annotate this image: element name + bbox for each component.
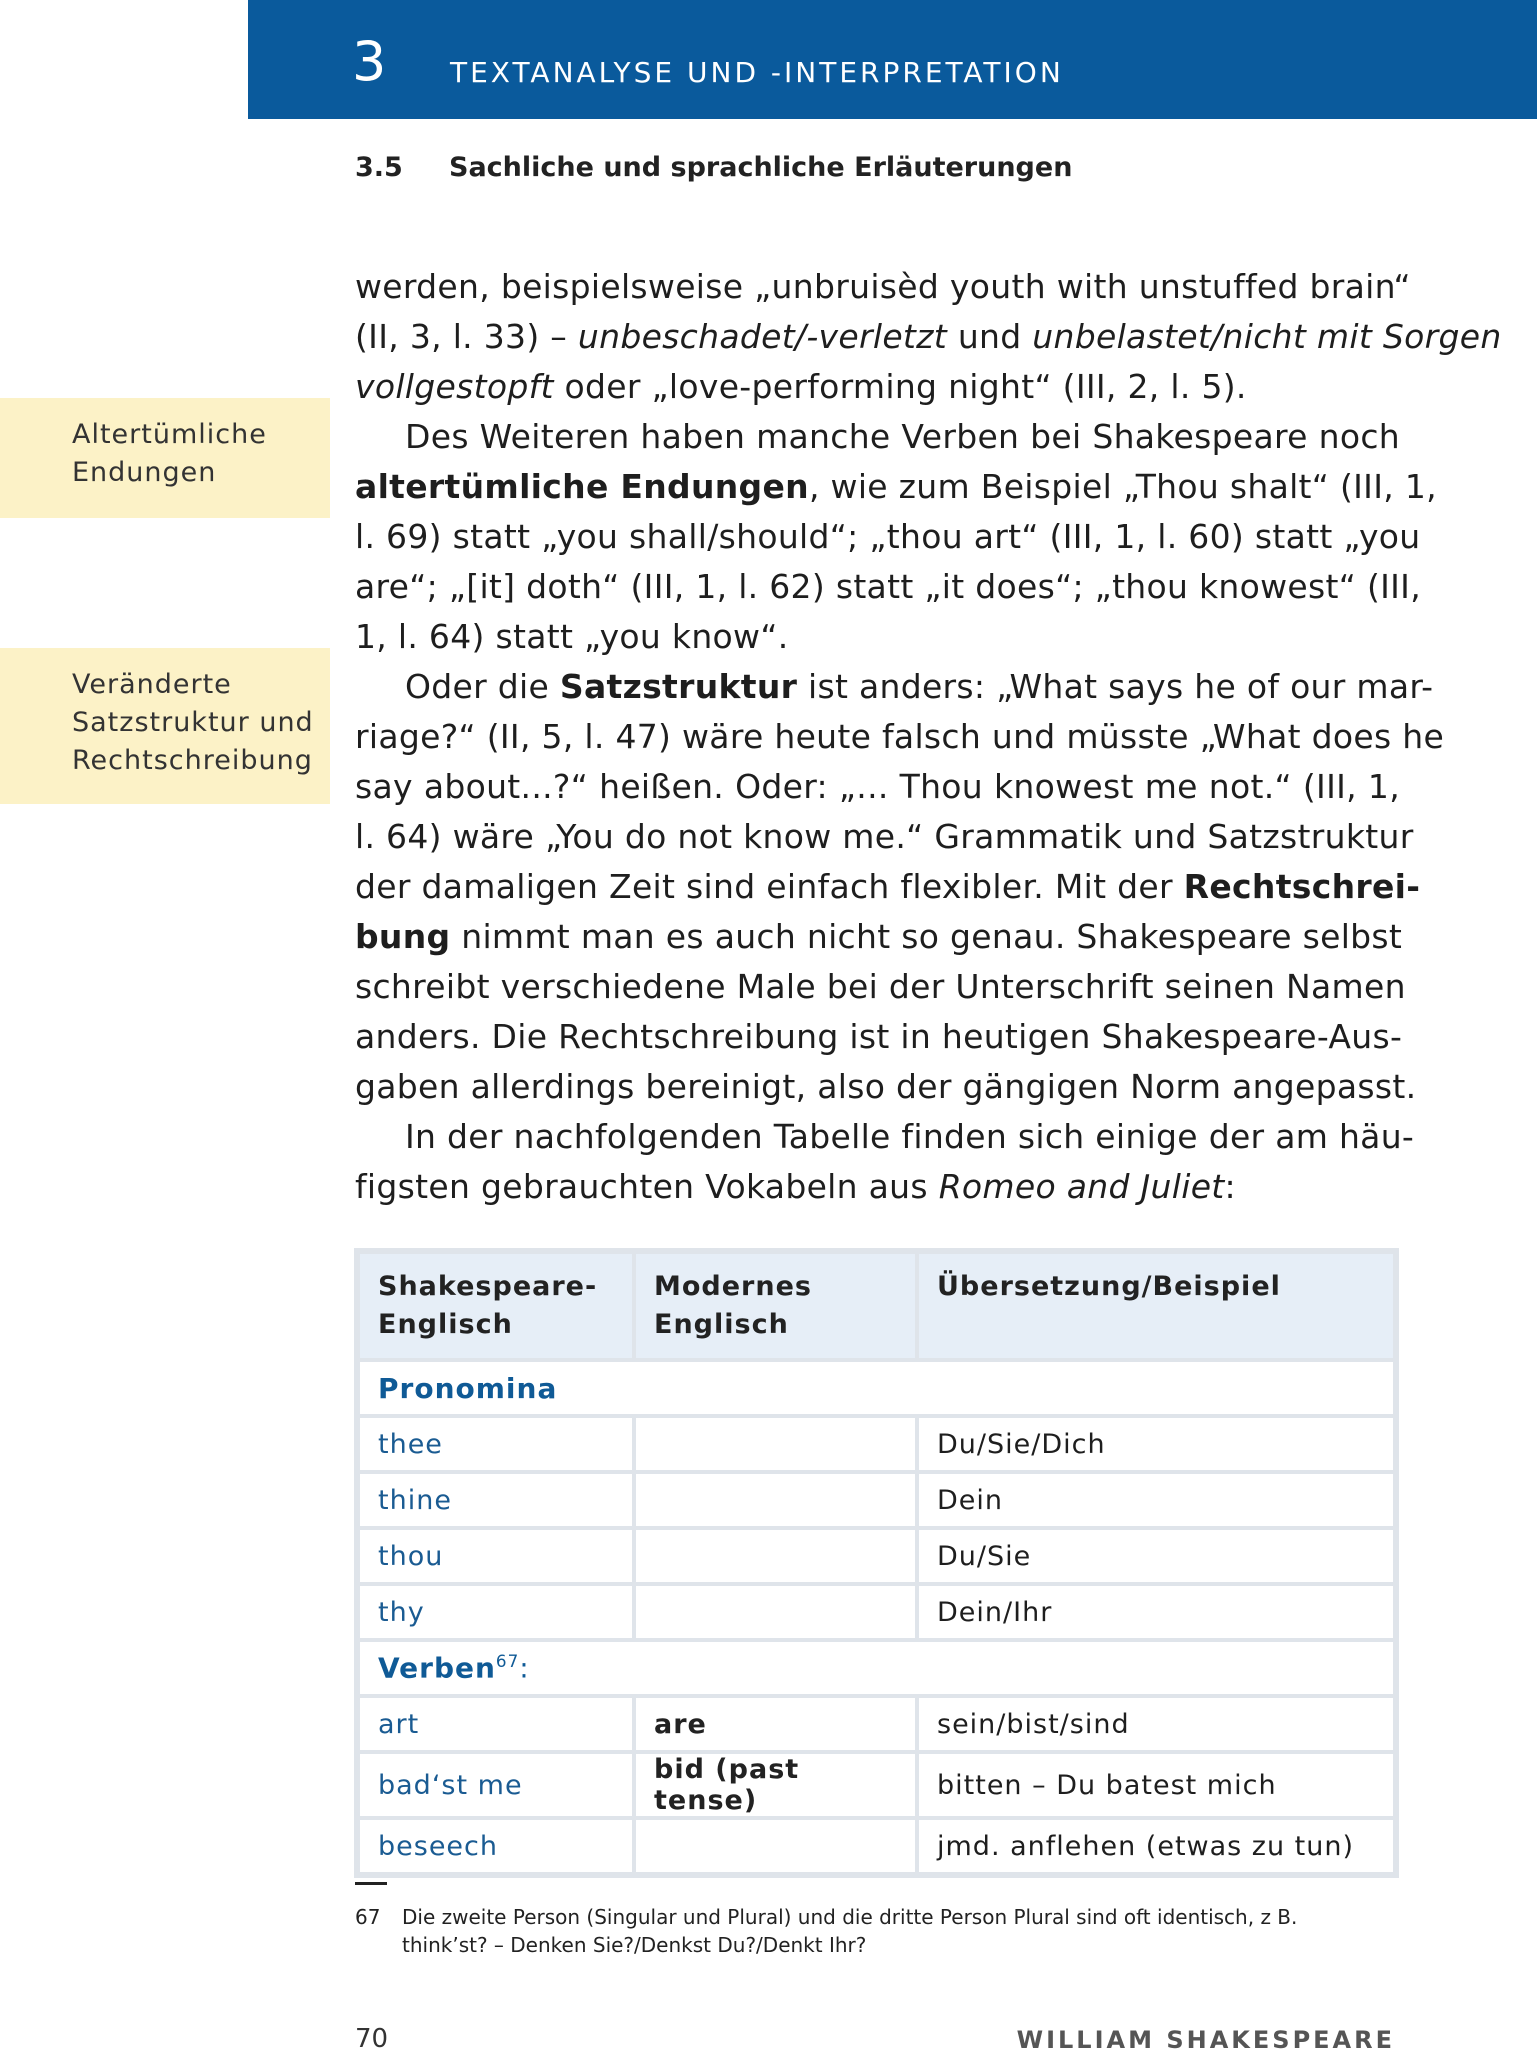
body-line: werden, beispielsweise „unbruisèd youth with unstuffed brain“: [355, 267, 1411, 306]
margin-note-line: Rechtschreibung: [72, 745, 313, 776]
modern-cell: bid (past tense): [634, 1752, 917, 1818]
translation-cell: Dein/Ihr: [917, 1584, 1395, 1640]
chapter-number: 3: [352, 30, 387, 93]
table-row: [358, 1696, 1395, 1752]
body-line: gaben allerdings bereinigt, also der gängigen Norm angepasst.: [355, 1067, 1417, 1106]
term-cell: thee: [358, 1416, 634, 1472]
footnote-line: Die zweite Person (Singular und Plural) und die dritte Person Plural sind oft identisch, z B.: [402, 1905, 1298, 1929]
body-line: anders. Die Rechtschreibung ist in heutigen Shakespeare-Aus-: [355, 1017, 1403, 1056]
modern-cell: [634, 1416, 917, 1472]
body-line: (II, 3, l. 33) – unbeschadet/-verletzt und unbelastet/nicht mit Sorgen: [355, 317, 1502, 356]
translation-cell: jmd. anflehen (etwas zu tun): [917, 1818, 1395, 1874]
margin-note-line: Veränderte: [72, 669, 232, 700]
margin-note-line: Satzstruktur und: [72, 707, 314, 738]
body-line: der damaligen Zeit sind einfach flexibler. Mit der Rechtschrei-: [355, 867, 1421, 906]
table-row: [358, 1416, 1395, 1472]
margin-note-satzstruktur: [0, 648, 330, 804]
chapter-header: [248, 0, 1537, 119]
group-label-pronomina: Pronomina: [358, 1360, 1395, 1416]
margin-note-endungen: [0, 398, 330, 518]
page-number: 70: [355, 2024, 389, 2054]
body-line: bung nimmt man es auch nicht so genau. Shakespeare selbst: [355, 917, 1403, 956]
footnote-line: think’st? – Denken Sie?/Denkst Du?/Denkt Ihr?: [402, 1933, 867, 1957]
body-line: figsten gebrauchten Vokabeln aus Romeo and Juliet:: [355, 1167, 1236, 1206]
section-title: Sachliche und sprachliche Erläuterungen: [449, 152, 1073, 183]
header-modern-english: Modernes Englisch: [634, 1252, 917, 1360]
margin-note-line: Endungen: [72, 457, 217, 488]
translation-cell: Du/Sie: [917, 1528, 1395, 1584]
modern-cell: [634, 1472, 917, 1528]
modern-cell: [634, 1584, 917, 1640]
body-line: vollgestopft oder „love-performing night“ (III, 2, l. 5).: [355, 367, 1247, 406]
table-header-row: [358, 1252, 1395, 1360]
body-line: 1, l. 64) statt „you know“.: [355, 617, 789, 656]
section-heading: [355, 152, 1072, 183]
header-translation: Übersetzung/Beispiel: [917, 1252, 1395, 1360]
translation-cell: Dein: [917, 1472, 1395, 1528]
translation-cell: Du/Sie/Dich: [917, 1416, 1395, 1472]
body-text: [355, 262, 1502, 1212]
footnote-divider: [355, 1882, 387, 1885]
body-line: riage?“ (II, 5, l. 47) wäre heute falsch und müsste „What does he: [355, 717, 1445, 756]
chapter-title: TEXTANALYSE UND -INTERPRETATION: [450, 56, 1064, 89]
body-line: Des Weiteren haben manche Verben bei Shakespeare noch: [405, 417, 1400, 456]
term-cell: art: [358, 1696, 634, 1752]
body-line: altertümliche Endungen, wie zum Beispiel „Thou shalt“ (III, 1,: [355, 467, 1437, 506]
body-line: are“; „[it] doth“ (III, 1, l. 62) statt „it does“; „thou knowest“ (III,: [355, 567, 1422, 606]
section-number: 3.5: [355, 152, 403, 183]
vocabulary-table: [354, 1248, 1399, 1878]
term-cell: bad‘st me: [358, 1752, 634, 1818]
margin-note-line: Altertümliche: [72, 419, 267, 450]
term-cell: beseech: [358, 1818, 634, 1874]
header-shakespeare-english: Shakespeare- Englisch: [358, 1252, 634, 1360]
table-row: [358, 1472, 1395, 1528]
body-line: Oder die Satzstruktur ist anders: „What says he of our mar-: [405, 667, 1434, 706]
group-label-verben: Verben$^{67}$:: [358, 1640, 1395, 1696]
table-group-row: [358, 1360, 1395, 1416]
footnote-ref[interactable]: 67: [495, 1651, 520, 1672]
translation-cell: sein/bist/sind: [917, 1696, 1395, 1752]
body-line: l. 64) wäre „You do not know me.“ Grammatik und Satzstruktur: [355, 817, 1414, 856]
table-row: [358, 1818, 1395, 1874]
translation-cell: bitten – Du batest mich: [917, 1752, 1395, 1818]
table-row: [358, 1528, 1395, 1584]
modern-cell: [634, 1528, 917, 1584]
modern-cell: are: [634, 1696, 917, 1752]
table-row: [358, 1752, 1395, 1818]
modern-cell: [634, 1818, 917, 1874]
table-row: [358, 1584, 1395, 1640]
footnote-number: 67: [355, 1905, 381, 1929]
footnote-text: [402, 1903, 1405, 1959]
body-line: In der nachfolgenden Tabelle finden sich einige der am häu-: [405, 1117, 1415, 1156]
body-line: l. 69) statt „you shall/should“; „thou art“ (III, 1, l. 60) statt „you: [355, 517, 1421, 556]
running-title: WILLIAM SHAKESPEARE: [1016, 2026, 1395, 2054]
term-cell: thy: [358, 1584, 634, 1640]
table-group-row: [358, 1640, 1395, 1696]
footnote: [355, 1903, 1405, 1959]
term-cell: thine: [358, 1472, 634, 1528]
body-line: say about...?“ heißen. Oder: „... Thou knowest me not.“ (III, 1,: [355, 767, 1400, 806]
body-line: schreibt verschiedene Male bei der Unterschrift seinen Namen: [355, 967, 1406, 1006]
term-cell: thou: [358, 1528, 634, 1584]
